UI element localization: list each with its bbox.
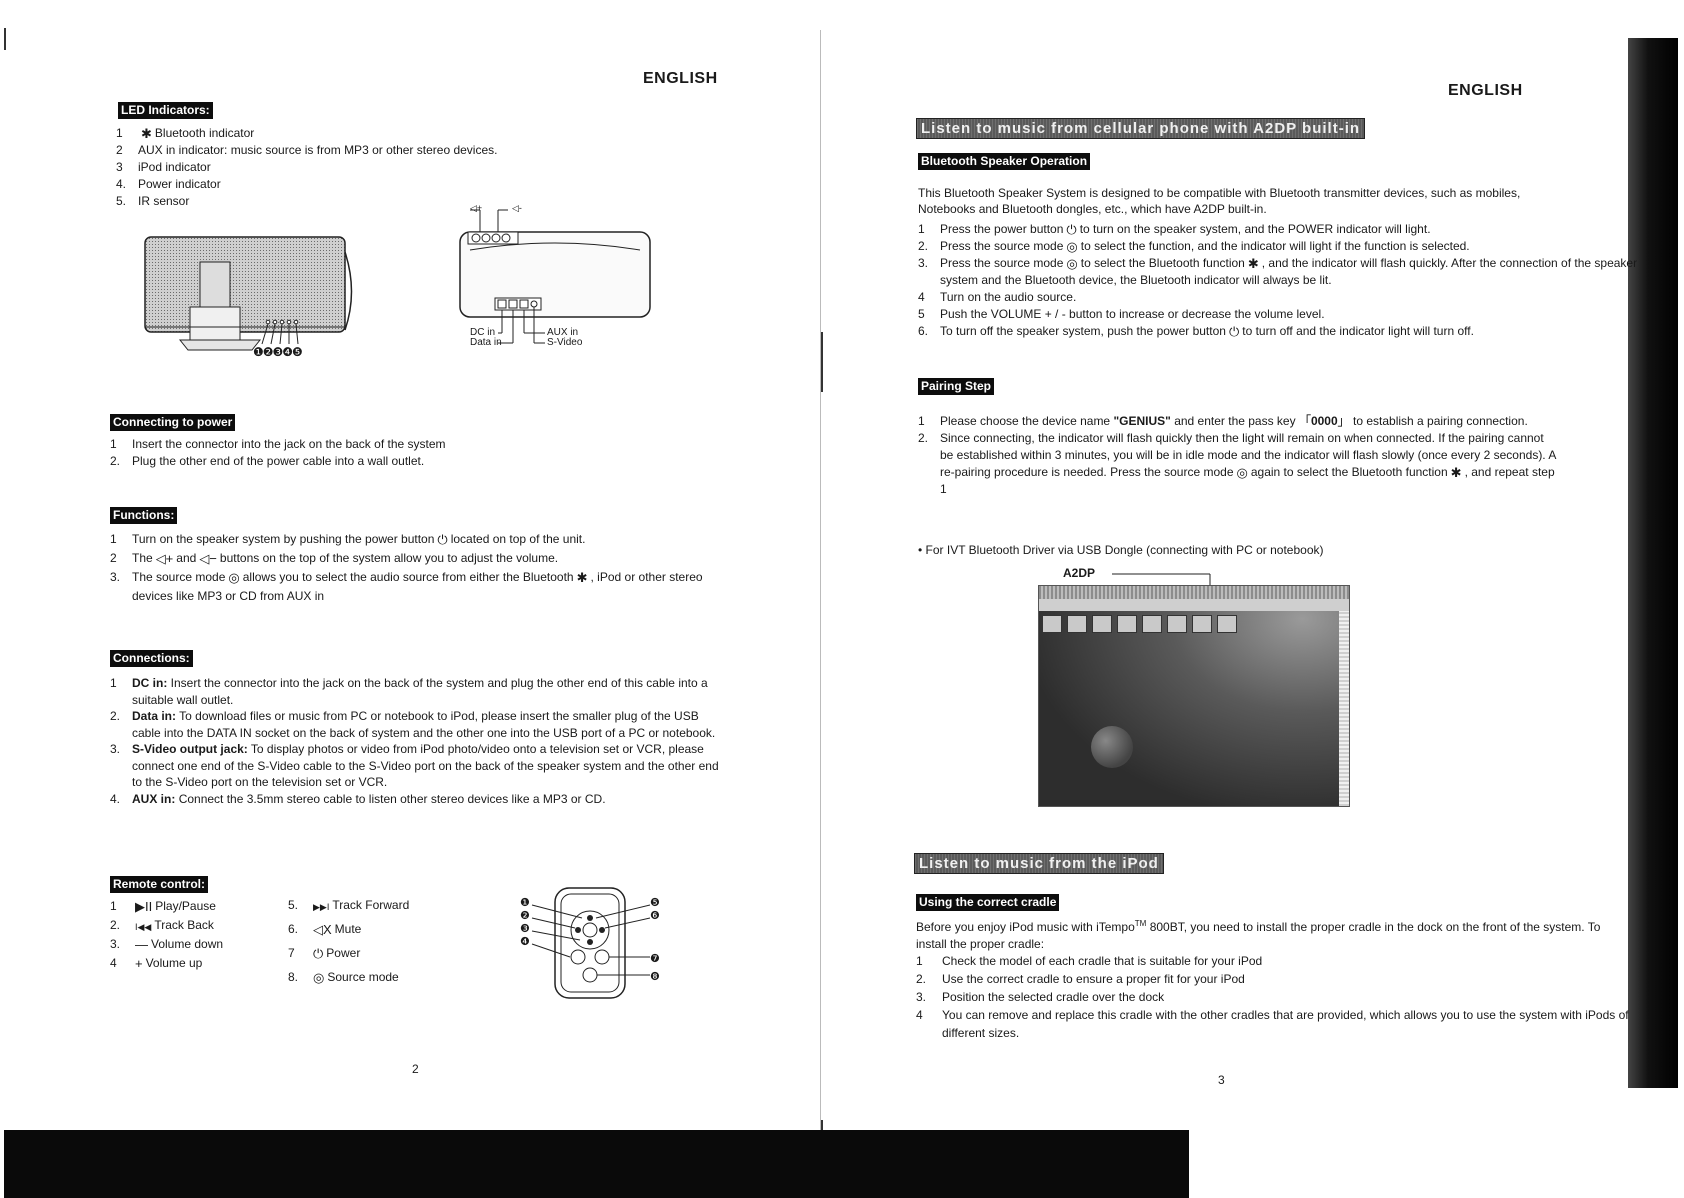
toolbar-icon	[1167, 615, 1187, 633]
list-item: 1 Insert the connector into the jack on the back of the system	[110, 437, 446, 451]
list-item: 2. Since connecting, the indicator will flash quickly then the light will remain on when connected. If the pairing cannot be established within 3 minutes, you will be in idle mode and the indicator will flash slowly (once every 2 seconds). A re-pairing procedure is needed. Press the source mode ◎ again to select the Bluetooth function ✱ , and repeat step 1	[918, 431, 1556, 496]
source-mode-icon: ◎	[1236, 465, 1248, 480]
section-title-ipod: Listen to music from the iPod	[914, 853, 1164, 874]
source-mode-icon: ◎	[228, 570, 240, 585]
section-heading-pairing: Pairing Step	[918, 378, 994, 395]
power-icon: ⏻	[313, 946, 324, 961]
list-item: 1 Check the model of each cradle that is suitable for your iPod	[916, 954, 1263, 968]
search-icon	[1217, 615, 1237, 633]
list-item: 6. To turn off the speaker system, push the power button ⏻ to turn off and the indicator light will turn off.	[918, 324, 1474, 339]
section-heading-functions: Functions:	[110, 507, 177, 524]
a2dp-label: A2DP	[1063, 566, 1096, 580]
connections-list	[110, 675, 720, 807]
list-item: 7 ⏻ Power	[288, 946, 361, 961]
vol-down-label: ◁-	[512, 203, 522, 213]
section-heading-led: LED Indicators:	[118, 102, 213, 119]
list-item: 4 Turn on the audio source.	[918, 290, 1077, 304]
toolbar-icon	[1092, 615, 1112, 633]
s-video-label: S-Video	[547, 337, 583, 348]
volume-down-icon: —	[135, 937, 148, 952]
list-item: 2. Press the source mode ◎ to select the function, and the indicator will light if the function is selected.	[918, 239, 1470, 254]
bluetooth-icon: ✱	[141, 126, 152, 141]
list-item: 1 ✱ Bluetooth indicator	[116, 126, 255, 141]
functions-list	[110, 530, 720, 606]
list-item: 5. IR sensor	[116, 194, 190, 208]
section-heading-power: Connecting to power	[110, 414, 235, 431]
window-menubar	[1039, 599, 1349, 611]
remote-control-illustration	[520, 885, 670, 1003]
window-scrollbar	[1339, 611, 1349, 806]
source-mode-icon: ◎	[1066, 239, 1078, 254]
aux-in-label: AUX in	[547, 327, 579, 338]
a2dp-headphone-icon	[1192, 615, 1212, 633]
volume-up-icon: ◁+	[155, 551, 174, 566]
remote-list-col2	[288, 893, 458, 989]
ivt-note: • For IVT Bluetooth Driver via USB Dongle (connecting with PC or notebook)	[918, 543, 1324, 557]
section-heading-cradle: Using the correct cradle	[916, 894, 1059, 911]
power-icon: ⏻	[1228, 324, 1240, 339]
right-page	[820, 0, 1684, 1198]
power-icon: ⏻	[437, 532, 448, 547]
list-item: 2 AUX in indicator: music source is from MP3 or other stereo devices.	[116, 143, 498, 157]
list-item: 2. I◀◀ Track Back	[110, 918, 214, 932]
list-item: 1 ▶II Play/Pause	[110, 899, 216, 914]
remote-list-col1	[110, 897, 270, 973]
bluetooth-icon: ✱	[1450, 465, 1462, 480]
list-item: 8. ◎ Source mode	[288, 970, 399, 985]
list-item: 4. Power indicator	[116, 177, 221, 191]
list-item: 4 + Volume up	[110, 956, 203, 971]
left-page	[0, 0, 820, 1198]
play-pause-icon: ▶II	[135, 899, 153, 914]
toolbar-icon	[1067, 615, 1087, 633]
list-item: 1 DC in: Insert the connector into the jack on the back of the system and plug the other end of this cable into a suitable wall outlet.	[110, 676, 708, 707]
language-label: ENGLISH	[1448, 82, 1523, 99]
list-item: 5. ▶▶I Track Forward	[288, 898, 410, 912]
toolbar-icon	[1117, 615, 1137, 633]
remote-callouts-left: ❶ ❷ ❸ ❹	[520, 897, 530, 948]
led-callouts: ❶❷❸❹❺	[253, 345, 302, 359]
mute-icon: ◁X	[313, 922, 332, 937]
bt-steps-list	[918, 221, 1668, 340]
list-item: 1 Press the power button ⏻ to turn on the speaker system, and the POWER indicator will light.	[918, 222, 1431, 237]
list-item: 2 The ◁+ and ◁− buttons on the top of the system allow you to adjust the volume.	[110, 551, 559, 566]
pairing-list	[918, 413, 1558, 498]
vol-up-label: ◁+	[470, 203, 483, 213]
source-mode-icon: ◎	[313, 970, 325, 985]
list-item: 1 Turn on the speaker system by pushing the power button ⏻ located on top of the unit.	[110, 532, 586, 547]
list-item: 3. The source mode ◎ allows you to select the audio source from either the Bluetooth ✱ , iPod or other stereo devices like MP3 or CD from AUX in	[110, 570, 703, 603]
led-list	[116, 125, 596, 210]
window-titlebar	[1039, 586, 1349, 599]
track-back-icon: I◀◀	[135, 922, 152, 932]
bluetooth-software-screenshot	[1038, 585, 1350, 807]
speaker-front-illustration	[140, 232, 360, 372]
list-item: 3 iPod indicator	[116, 160, 211, 174]
list-item: 1 Please choose the device name "GENIUS" and enter the pass key 「0000」 to establish a pairing connection.	[918, 414, 1528, 428]
data-in-label: Data in	[470, 337, 502, 348]
list-item: 3. S-Video output jack: To display photos or video from iPod photo/video onto a television set or VCR, please connect one end of the S-Video cable to the S-Video port on the back of the speaker system and the other end to the S-Video port on the television set or VCR.	[110, 742, 719, 789]
bluetooth-icon: ✱	[1247, 256, 1259, 271]
list-item: 4 You can remove and replace this cradle with the other cradles that are provided, which allows you to use the system with iPods of different sizes.	[916, 1008, 1629, 1040]
track-forward-icon: ▶▶I	[313, 902, 330, 912]
list-item: 2. Data in: To download files or music from PC or notebook to iPod, please insert the smaller plug of the USB cable into the DATA IN socket on the back of system and the other one into the USB port of a PC or notebook.	[110, 709, 716, 740]
bluetooth-icon: ✱	[576, 570, 588, 585]
power-icon: ⏻	[1066, 222, 1077, 237]
window-toolbar	[1039, 611, 1349, 636]
section-title-a2dp: Listen to music from cellular phone with A2DP built-in	[916, 118, 1365, 139]
list-item: 5 Push the VOLUME + / - button to increase or decrease the volume level.	[918, 307, 1325, 321]
toolbar-icon	[1042, 615, 1062, 633]
cradle-intro: Before you enjoy iPod music with iTempo™ 800BT, you need to install the proper cradle in the dock on the front of the system. To install the proper cradle:	[916, 919, 1601, 951]
bluetooth-orb-icon	[1091, 726, 1133, 768]
section-heading-remote: Remote control:	[110, 876, 208, 893]
section-heading-bt-operation: Bluetooth Speaker Operation	[918, 153, 1090, 170]
dc-in-label: DC in	[470, 327, 496, 338]
list-item: 3. Press the source mode ◎ to select the Bluetooth function ✱ , and the indicator will flash quickly. After the connection of the speaker system and the Bluetooth device, the Bluetooth indicator will always be lit.	[918, 256, 1638, 287]
toolbar-icon	[1142, 615, 1162, 633]
remote-callouts-right-top: ❺ ❻	[650, 897, 660, 922]
list-item: 6. ◁X Mute	[288, 922, 362, 937]
source-mode-icon: ◎	[1066, 256, 1078, 271]
power-list	[110, 436, 670, 470]
remote-callouts-right-bottom: ❼ ❽	[650, 953, 660, 983]
volume-down-icon: ◁−	[199, 551, 217, 566]
page-number: 3	[1218, 1073, 1225, 1087]
page-number: 2	[412, 1062, 419, 1076]
list-item: 2. Use the correct cradle to ensure a proper fit for your iPod	[916, 972, 1245, 986]
list-item: 4. AUX in: Connect the 3.5mm stereo cable to listen other stereo devices like a MP3 or CD.	[110, 791, 606, 806]
scan-mark	[4, 28, 6, 50]
language-label: ENGLISH	[643, 70, 718, 87]
list-item: 3. — Volume down	[110, 937, 224, 952]
list-item: 2. Plug the other end of the power cable into a wall outlet.	[110, 454, 425, 468]
volume-up-icon: +	[135, 956, 143, 971]
bt-intro: This Bluetooth Speaker System is designed to be compatible with Bluetooth transmitter devices, such as mobiles, Notebooks and Bluetooth dongles, etc., which have A2DP built-in.	[918, 186, 1521, 216]
section-heading-connections: Connections:	[110, 650, 193, 667]
list-item: 3. Position the selected cradle over the dock	[916, 990, 1165, 1004]
cradle-list	[916, 952, 1636, 1042]
